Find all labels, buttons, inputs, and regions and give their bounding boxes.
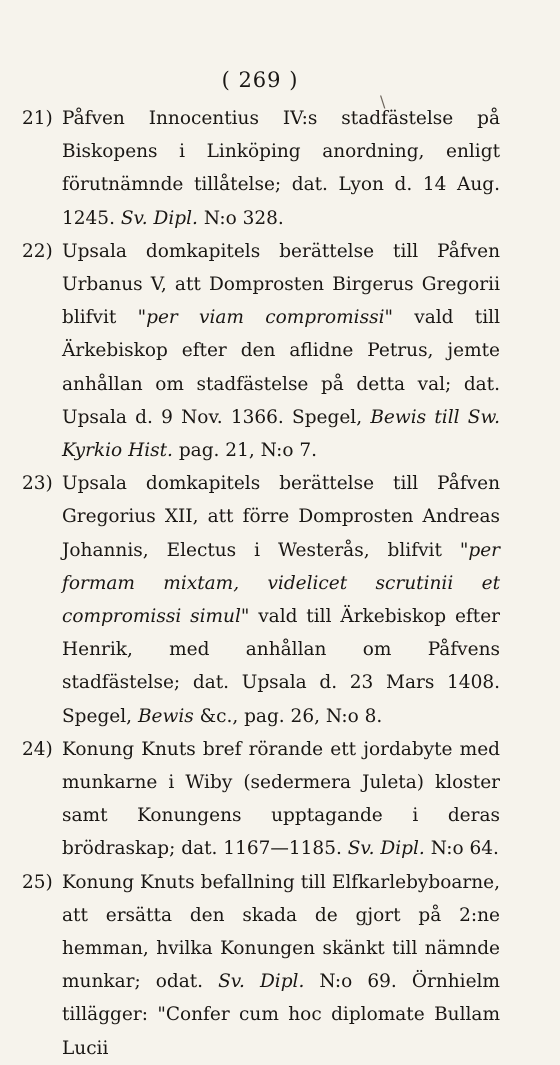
- entry-text-run: Konung Knuts befallning till Elfkarlebyboarne, att ersätta den skada de gjort på 2:ne hemman, hvilka Konungen skänkt till nämnde munkar; odat.: [62, 871, 500, 993]
- entry-text-run: &c., pag. 26, N:o 8.: [193, 705, 383, 727]
- entry-text-run: vald till Ärkebiskop efter Henrik, med anhållan om Påfvens stadfästelse; dat. Upsala d. 23 Mars 1408. Spegel,: [62, 606, 500, 727]
- entry-text-run: pag. 21, N:o 7.: [172, 440, 318, 462]
- entry-list: [22, 102, 500, 1065]
- entry-citation: Sv. Dipl.: [120, 207, 198, 229]
- entry-number: 24): [22, 738, 53, 760]
- entry-text: [62, 872, 500, 1059]
- entry-number: 21): [22, 108, 53, 129]
- entry-number: 25): [22, 871, 53, 893]
- entry-citation: "per formam mixtam, videlicet scrutinii et compromissi simul": [62, 539, 500, 628]
- margin-mark: \: [380, 92, 386, 111]
- entry-text: [62, 473, 500, 726]
- entry-number: 23): [22, 473, 53, 495]
- entry-text: [62, 241, 500, 461]
- entry-text-run: N:o 328.: [197, 207, 284, 229]
- entry-citation: Sv. Dipl.: [218, 971, 305, 993]
- entry-citation: "per viam compromissi": [137, 307, 393, 329]
- entry-25: [22, 866, 500, 1065]
- entry-number: 22): [22, 240, 53, 262]
- entry-citation: Sv. Dipl.: [347, 838, 425, 860]
- entry-text-run: vald till Ärkebiskop efter den aflidne Petrus, jemte anhållan om stadfästelse på detta val; dat. Upsala d. 9 Nov. 1366. Spegel,: [62, 307, 500, 428]
- entry-22: [22, 235, 500, 467]
- entry-23: [22, 467, 500, 733]
- entry-text-run: Påfven Innocentius IV:s stadfästelse på Biskopens i Linköping anordning, enligt förutnämnde tillåtelse; dat. Lyon d. 14 Aug. 1245.: [62, 108, 500, 229]
- entry-citation: Bewis till Sw. Kyrkio Hist.: [62, 406, 500, 462]
- entry-text-run: Konung Knuts bref rörande ett jordabyte med munkarne i Wiby (sedermera Juleta) kloster samt Konungens upptagande i deras brödraskap; dat. 1167—1185.: [62, 738, 500, 860]
- page-number: ( 269 ): [221, 68, 299, 92]
- entry-text-run: N:o 64.: [424, 838, 499, 860]
- entry-24: [22, 733, 500, 866]
- entry-text-run: Upsala domkapitels berättelse till Påfven Urbanus V, att Domprosten Birgerus Gregorii blifvit: [62, 240, 500, 329]
- entry-text-run: N:o 69. Örnhielm tillägger: "Confer cum hoc diplomate Bullam Lucii: [62, 971, 500, 1059]
- entry-citation: Bewis: [137, 705, 194, 727]
- entry-text: [62, 739, 500, 860]
- entry-21: [22, 102, 500, 235]
- entry-text: [62, 108, 500, 229]
- entry-text-run: Upsala domkapitels berättelse till Påfven Gregorius XII, att förre Domprosten Andreas Johannis, Electus i Westerås, blifvit: [62, 473, 500, 561]
